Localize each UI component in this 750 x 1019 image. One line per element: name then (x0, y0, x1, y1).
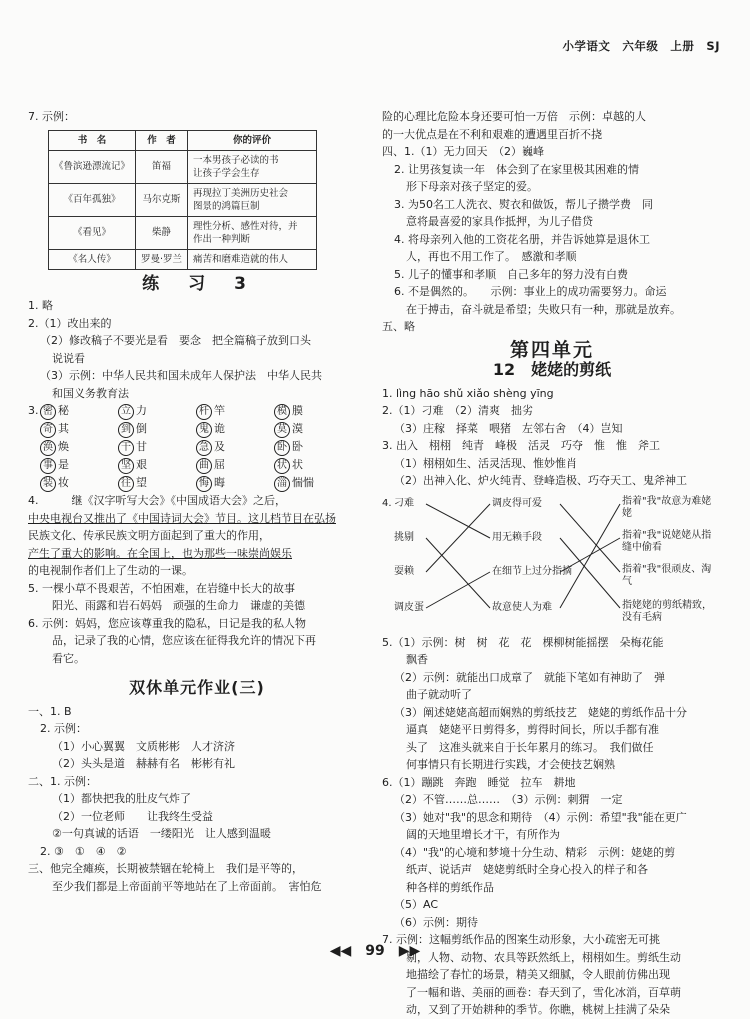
answer-line: 2. ③ ① ④ ② (40, 844, 127, 858)
answer-line: （3）示例：中华人民共和国未成年人保护法 中华人民共 (40, 369, 322, 382)
answer-line: （1）小心翼翼 文质彬彬 人才济济 (52, 739, 235, 753)
answer-line: 形下母亲对孩子坚定的爱。 (406, 180, 538, 193)
answer-line: 2. 让男孩复读一年 体会到了在家里极其困难的情 (394, 162, 639, 176)
table-cell: 马尔克斯 (136, 183, 188, 216)
pair-char: 惴惴 (292, 476, 314, 489)
answer-line: 一、1. B (28, 704, 72, 718)
answer-line: 了一幅和谐、美丽的画卷：春天到了，雪化冰消，百草萌 (406, 985, 681, 999)
q4-line: 的电视制作者们上了生动的一课。 (28, 564, 193, 577)
pair-char: 晦 (214, 476, 225, 489)
pair-char: 竿 (214, 404, 225, 417)
answer-line: 地描绘了春忙的场景，精美又细腻，令人眼前仿佛出现 (406, 968, 670, 981)
table-row (49, 249, 317, 269)
table-row (49, 150, 317, 183)
word-pair (274, 456, 352, 474)
circle-grid (40, 402, 352, 492)
answer-line: 险的心理比危险本身还要可怕一万倍 示例：卓越的人 (382, 110, 646, 123)
matching-diagram (382, 492, 722, 632)
answer-line: 5. 儿子的懂事和孝顺 自己多年的努力没有白费 (394, 267, 628, 281)
word-pair (274, 420, 352, 438)
answer-line: 五、略 (382, 320, 415, 333)
word-pair (40, 438, 118, 456)
right-column (382, 108, 722, 1019)
q4-line: 产生了重大的影响。在全国上，也为那些一味崇尚娱乐 (28, 546, 292, 560)
answer-line: 何事情只有长期进行实践，才会使技艺娴熟 (406, 758, 615, 771)
answer-line: （3）阐述姥姥高超而娴熟的剪纸技艺 姥姥的剪纸作品十分 (394, 705, 687, 719)
right-answers-c (382, 634, 722, 1019)
q4-paragraph (28, 492, 366, 580)
answer-line: （2）出神入化、炉火纯青、登峰造极、巧夺天工、鬼斧神工 (394, 474, 687, 487)
match-word: 挑剔 (394, 531, 414, 543)
q3-block (28, 402, 366, 492)
answer-line: （2）示例：就能出口成章了 就能下笔如有神助了 弹 (394, 670, 665, 684)
weekend-answers (28, 703, 366, 896)
circled-char: 密 (40, 404, 56, 420)
table-cell: 再现拉丁美洲历史社会 图景的鸿篇巨制 (188, 183, 317, 216)
word-pair (196, 402, 274, 420)
pair-char: 倒 (136, 422, 147, 435)
match-meaning: 用无赖手段 (492, 531, 542, 543)
left-column (28, 108, 366, 895)
answer-line: （3）她对"我"的思念和期待 （4）示例：希望"我"能在更广 (394, 810, 687, 824)
answer-line: 和国义务教育法 (52, 386, 129, 400)
answer-line: 二、1. 示例： (28, 774, 97, 788)
match-meaning: 调皮得可爱 (492, 497, 542, 509)
word-pair (196, 420, 274, 438)
match-word: 刁难 (394, 497, 414, 509)
answer-line: ②一句真诚的话语 一缕阳光 让人感到温暖 (52, 827, 271, 840)
answer-line: 品，记录了我的心情，您应该在征得我允许的情况下再 (52, 634, 316, 647)
q4-line: 4. 继《汉字听写大会》《中国成语大会》之后， (28, 494, 286, 507)
answer-line: 2.（1）改出来的 (28, 316, 112, 330)
answer-line: 的一大优点是在不利和艰难的遭遇里百折不挠 (382, 127, 602, 141)
pair-char: 卧 (292, 440, 303, 453)
answer-line: （1）都快把我的肚皮气炸了 (52, 792, 191, 805)
word-pair (274, 402, 352, 420)
answer-line: 纸声、说话声 姥姥剪纸时全身心投入的样子和各 (406, 863, 648, 876)
page-number: ◀◀ 99 ▶▶ (329, 943, 421, 959)
answer-line: 6.（1）蹦跳 奔跑 睡觉 拉车 耕地 (382, 775, 576, 789)
pair-char: 妆 (58, 476, 69, 489)
match-context: 指着"我"说姥姥从指缝中偷看 (622, 529, 712, 553)
circled-char: 悔 (196, 476, 212, 492)
word-pair (118, 438, 196, 456)
match-context: 指着"我"故意为难姥姥 (622, 495, 712, 519)
answer-line: （2）不管……总…… （3）示例：刺猬 一定 (394, 793, 623, 806)
pair-char: 甘 (136, 440, 147, 453)
table-cell: 《鲁滨逊漂流记》 (49, 150, 136, 183)
answer-line: 5.（1）示例：树 树 花 花 棵柳树能摇摆 朵梅花能 (382, 635, 664, 649)
table-cell: 《名人传》 (49, 249, 136, 269)
word-pair (118, 420, 196, 438)
answer-line: 四、1.（1）无力回天 （2）巍峰 (382, 145, 544, 158)
table-row (49, 216, 317, 249)
word-pair (118, 474, 196, 492)
table-cell: 理性分析、感性对待，并 作出一种判断 (188, 216, 317, 249)
answer-line: 3. 出入 栩栩 纯青 峰极 活灵 巧夺 惟 惟 斧工 (382, 439, 660, 452)
q4-line: 中央电视台又推出了《中国诗词大会》节目。这儿档节目在弘扬 (28, 511, 336, 525)
circled-char: 鬼 (196, 422, 212, 438)
answer-line: （6）示例：期待 (394, 915, 478, 929)
circle-row (40, 438, 352, 456)
word-pair (40, 456, 118, 474)
answer-line: 至少我们都是上帝面前平等地站在了上帝面前。 害怕危 (52, 879, 322, 893)
match-word: 调皮蛋 (394, 601, 424, 613)
circled-char: 往 (118, 476, 134, 492)
answer-line: 5. 一棵小草不畏艰苦，不怕困难，在岩缝中长大的故事 (28, 581, 295, 595)
practice-answers-b (28, 580, 366, 668)
answer-line: 人，再也不用工作了。 感激和孝顺 (406, 250, 577, 263)
circle-row (40, 456, 352, 474)
answer-line: （1）栩栩如生、活灵活现、惟妙惟肖 (394, 456, 577, 470)
answer-line: 种各样的剪纸作品 (406, 880, 494, 894)
practice-title: 练 习 3 (142, 273, 252, 294)
answer-line: 3. 为50名工人洗衣、熨衣和做饭，帮儿子攒学费 同 (394, 197, 653, 211)
right-answers-b (382, 385, 722, 490)
circled-char: 莫 (274, 422, 290, 438)
table-header: 书 名 (49, 130, 136, 150)
answer-line: 说说看 (52, 351, 85, 365)
word-pair (274, 438, 352, 456)
pair-char: 焕 (58, 440, 69, 453)
answer-line: 看它。 (52, 651, 85, 665)
answer-line: 意将最喜爱的家具作抵押，为儿子借贷 (406, 215, 593, 228)
answer-line: 逼真 姥姥平日剪得多，剪得时间长，所以手都有准 (406, 723, 659, 736)
answer-line: 2. 示例： (40, 722, 87, 735)
word-pair (196, 456, 274, 474)
pair-char: 力 (136, 404, 147, 417)
word-pair (196, 438, 274, 456)
page-header: 小学语文 六年级 上册 SJ (562, 39, 720, 53)
match-context: 指着"我"很顽皮、淘气 (622, 563, 712, 587)
answer-line: （2）修改稿子不要光是看 要念 把全篇稿子放到口头 (40, 334, 311, 347)
pair-char: 状 (292, 458, 303, 471)
circle-row (40, 420, 352, 438)
match-meaning: 故意使人为难 (492, 601, 552, 613)
word-pair (274, 474, 352, 492)
answer-line: 剔，人物、动物、农具等跃然纸上，栩栩如生。剪纸生动 (406, 950, 681, 964)
circled-char: 模 (274, 404, 290, 420)
table-cell: 罗曼·罗兰 (136, 249, 188, 269)
circled-char: 到 (118, 422, 134, 438)
answer-line: （2）一位老师 让我终生受益 (52, 809, 213, 823)
circle-row (40, 402, 352, 420)
weekend-title: 双休单元作业(三) (129, 678, 265, 697)
table-cell: 笛福 (136, 150, 188, 183)
answer-line: 2.（1）刁难 （2）清爽 拙劣 (382, 404, 533, 417)
circled-char: 坚 (118, 458, 134, 474)
answer-line: 动，又到了开始耕种的季节。你瞧，桃树上挂满了朵朵 (406, 1003, 670, 1016)
match-label: 4. (382, 497, 392, 509)
circled-char: 奇 (40, 422, 56, 438)
right-answers-a (382, 108, 722, 336)
word-pair (118, 456, 196, 474)
circled-char: 事 (40, 458, 56, 474)
table-header: 作 者 (136, 130, 188, 150)
practice-answers-a (28, 297, 366, 402)
answer-line: （3）庄稼 择菜 喂猪 左邻右舍 （4）岂知 (394, 421, 623, 435)
answer-line: 6. 不是偶然的。 示例：事业上的成功需要努力。命运 (394, 285, 667, 298)
circled-char: 装 (40, 476, 56, 492)
table-cell: 《看见》 (49, 216, 136, 249)
word-pair (40, 420, 118, 438)
word-pair (196, 474, 274, 492)
unit-title: 第四单元 (509, 338, 594, 361)
q3-label: 3. (28, 404, 39, 417)
circled-char: 急 (196, 440, 212, 456)
answer-line: 阳光、雨露和岩石妈妈 顽强的生命力 谦虚的美德 (52, 599, 305, 612)
table-header: 你的评价 (188, 130, 317, 150)
pair-char: 其 (58, 422, 69, 435)
pair-char: 漠 (292, 422, 303, 435)
answer-line: 飘香 (406, 653, 428, 666)
answer-line: （2）头头是道 赫赫有名 彬彬有礼 (52, 757, 235, 770)
circled-char: 立 (118, 404, 134, 420)
match-context: 指姥姥的剪纸精致，没有毛病 (622, 599, 712, 623)
word-pair (40, 402, 118, 420)
table-cell: 痛苦和磨难造就的伟人 (188, 249, 317, 269)
book-table (48, 130, 317, 270)
answer-line: 1. 略 (28, 299, 53, 312)
pair-char: 诡 (214, 422, 225, 435)
circled-char: 卧 (274, 440, 290, 456)
answer-line: 7. 示例：这幅剪纸作品的图案生动形象，大小疏密无可挑 (382, 933, 660, 946)
answer-line: 在于搏击，奋斗就是希望；失败只有一种，那就是放弃。 (406, 302, 681, 316)
q7-label: 7. 示例： (28, 110, 75, 123)
circled-char: 涣 (40, 440, 56, 456)
answer-line: 三、他完全瘫痪，长期被禁锢在轮椅上 我们是平等的， (28, 862, 303, 875)
pair-char: 艰 (136, 458, 147, 471)
circled-char: 状 (274, 458, 290, 474)
answer-line: （4）"我"的心境和梦境十分生动、精彩 示例：姥姥的剪 (394, 845, 676, 859)
pair-char: 及 (214, 440, 225, 453)
answer-line: 6. 示例：妈妈，您应该尊重我的隐私，日记是我的私人物 (28, 616, 306, 630)
answer-line: 阔的天地里增长才干，有所作为 (406, 828, 560, 841)
circled-char: 杆 (196, 404, 212, 420)
q4-line: 民族文化、传承民族文明方面起到了重大的作用， (28, 529, 270, 542)
circled-char: 曲 (196, 458, 212, 474)
match-word: 耍赖 (394, 565, 414, 577)
answer-line: 4. 将母亲列入他的工资花名册，并告诉她算是退休工 (394, 232, 650, 246)
table-cell: 一本男孩子必读的书 让孩子学会生存 (188, 150, 317, 183)
pair-char: 望 (136, 476, 147, 489)
circle-row (40, 474, 352, 492)
table-row (49, 183, 317, 216)
pair-char: 膜 (292, 404, 303, 417)
circled-char: 淄 (274, 476, 290, 492)
match-meaning: 在细节上过分指摘 (492, 565, 572, 577)
circled-char: 干 (118, 440, 134, 456)
word-pair (118, 402, 196, 420)
answer-line: （5）AC (394, 898, 439, 911)
answer-line: 头了 这准头就来自于长年累月的练习。 我们做任 (406, 740, 654, 754)
pair-char: 屈 (214, 458, 225, 471)
pair-char: 是 (58, 458, 69, 471)
answer-line: 1. lìng hāo shǔ xiǎo shèng yīng (382, 386, 554, 400)
pair-char: 秘 (58, 404, 69, 417)
table-cell: 《百年孤独》 (49, 183, 136, 216)
lesson-title: 12 姥姥的剪纸 (492, 360, 612, 379)
word-pair (40, 474, 118, 492)
answer-line: 曲子就动听了 (406, 688, 472, 701)
table-cell: 柴静 (136, 216, 188, 249)
